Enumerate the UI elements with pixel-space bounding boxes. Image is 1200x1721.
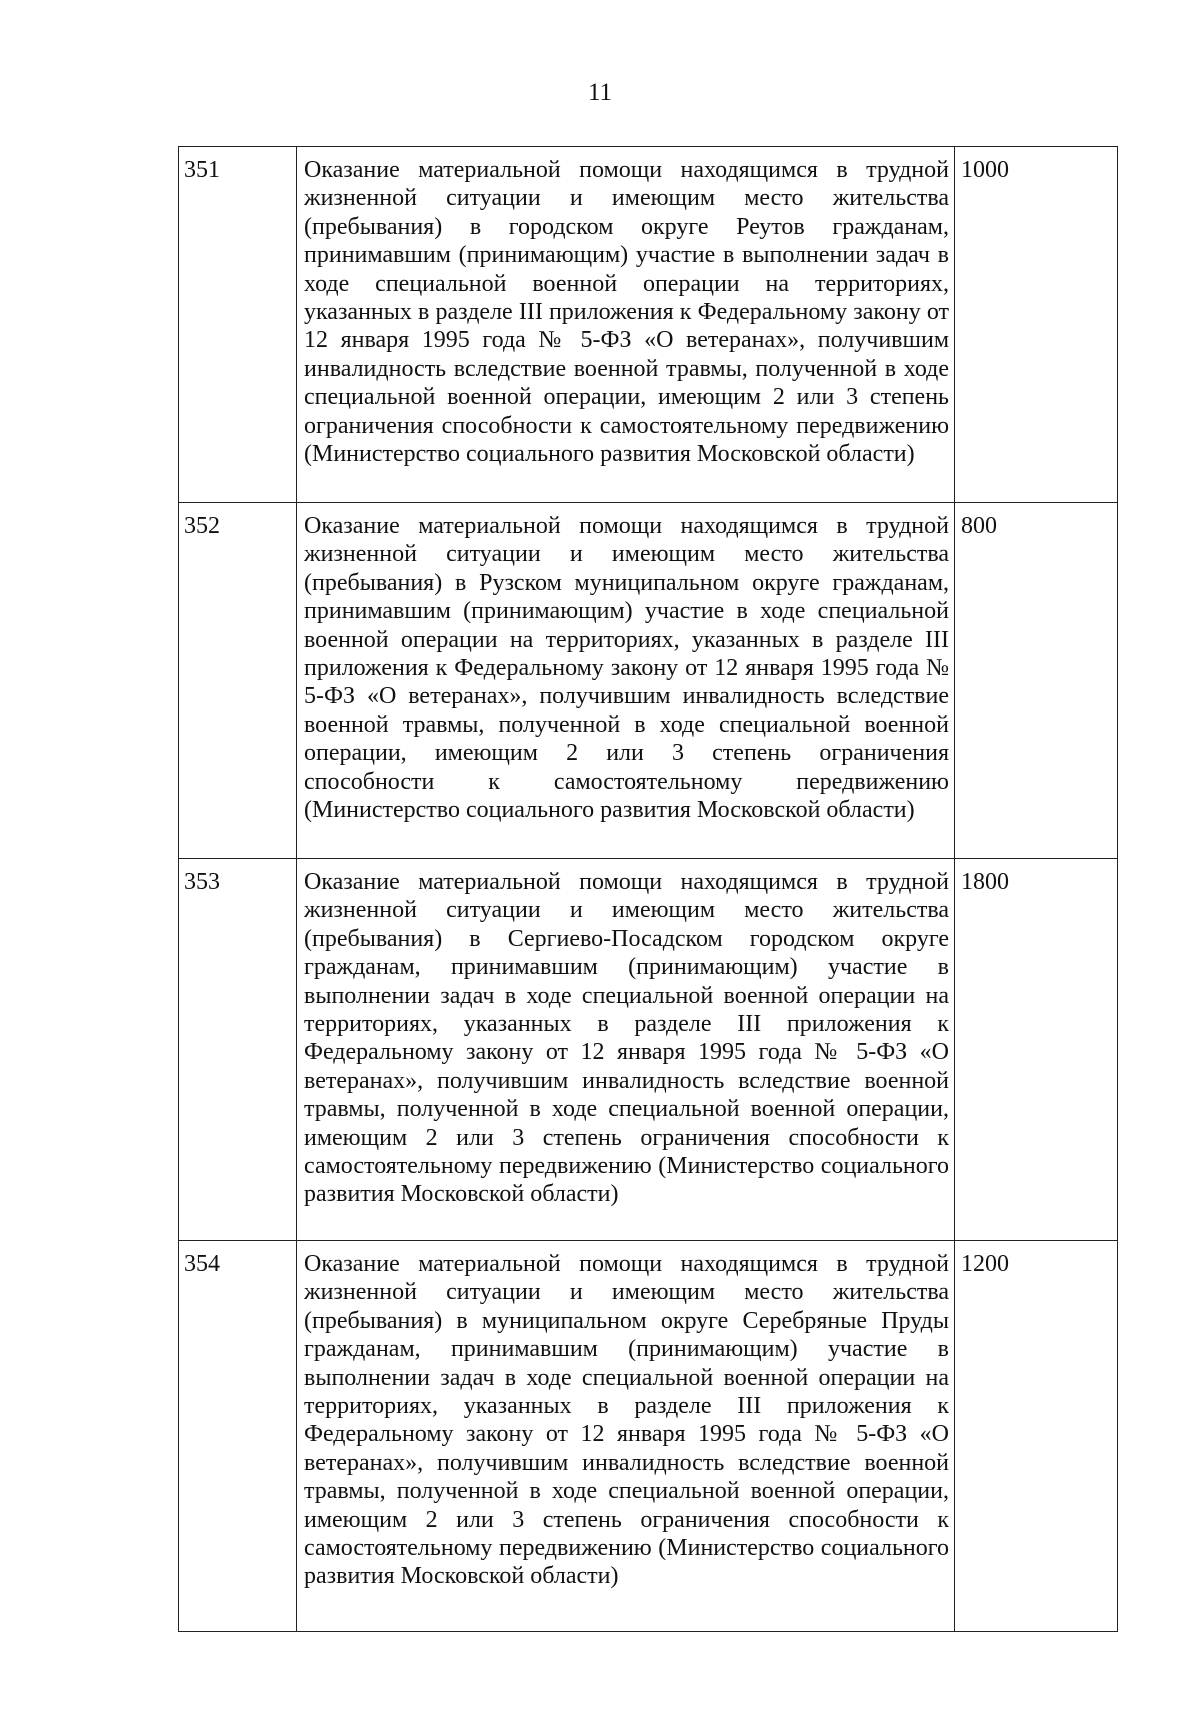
row-description: Оказание материальной помощи находящимся в трудной жизненной ситуации и имеющим место жительства (пребывания) в городском округе Реутов гражданам, принимавшим (принимающим) участие в выполнении задач в ходе специальной военной операции на территориях, указанных в разделе III приложения к Федеральному закону от 12 января 1995 года № 5-ФЗ «О ветеранах», получившим инвалидность вследствие военной травмы, полученной в ходе специальной военной операции, имеющим 2 или 3 степень ограничения способности к самостоятельному передвижению (Министерство социального развития Московской области) bbox=[297, 147, 955, 503]
row-number: 354 bbox=[179, 1241, 297, 1632]
row-description: Оказание материальной помощи находящимся в трудной жизненной ситуации и имеющим место жительства (пребывания) в Рузском муниципальном округе гражданам, принимавшим (принимающим) участие в ходе специальной военной операции на территориях, указанных в разделе III приложения к Федеральному закону от 12 января 1995 года № 5-ФЗ «О ветеранах», получившим инвалидность вследствие военной травмы, полученной в ходе специальной военной операции, имеющим 2 или 3 степень ограничения способности к самостоятельному передвижению (Министерство социального развития Московской области) bbox=[297, 503, 955, 859]
row-amount: 800 bbox=[955, 503, 1118, 859]
table-row bbox=[179, 503, 1118, 859]
row-amount: 1200 bbox=[955, 1241, 1118, 1632]
table-row bbox=[179, 147, 1118, 503]
row-number: 352 bbox=[179, 503, 297, 859]
row-number: 353 bbox=[179, 859, 297, 1241]
row-amount: 1800 bbox=[955, 859, 1118, 1241]
page-number: 11 bbox=[587, 79, 613, 106]
row-number: 351 bbox=[179, 147, 297, 503]
row-description: Оказание материальной помощи находящимся в трудной жизненной ситуации и имеющим место жительства (пребывания) в Сергиево-Посадском городском округе гражданам, принимавшим (принимающим) участие в выполнении задач в ходе специальной военной операции на территориях, указанных в разделе III приложения к Федеральному закону от 12 января 1995 года № 5-ФЗ «О ветеранах», получившим инвалидность вследствие военной травмы, полученной в ходе специальной военной операции, имеющим 2 или 3 степень ограничения способности к самостоятельному передвижению (Министерство социального развития Московской области) bbox=[297, 859, 955, 1241]
data-table bbox=[178, 146, 1118, 1632]
row-description: Оказание материальной помощи находящимся в трудной жизненной ситуации и имеющим место жительства (пребывания) в муниципальном округе Серебряные Пруды гражданам, принимавшим (принимающим) участие в выполнении задач в ходе специальной военной операции на территориях, указанных в разделе III приложения к Федеральному закону от 12 января 1995 года № 5-ФЗ «О ветеранах», получившим инвалидность вследствие военной травмы, полученной в ходе специальной военной операции, имеющим 2 или 3 степень ограничения способности к самостоятельному передвижению (Министерство социального развития Московской области) bbox=[297, 1241, 955, 1632]
row-amount: 1000 bbox=[955, 147, 1118, 503]
table-row bbox=[179, 859, 1118, 1241]
table-row bbox=[179, 1241, 1118, 1632]
